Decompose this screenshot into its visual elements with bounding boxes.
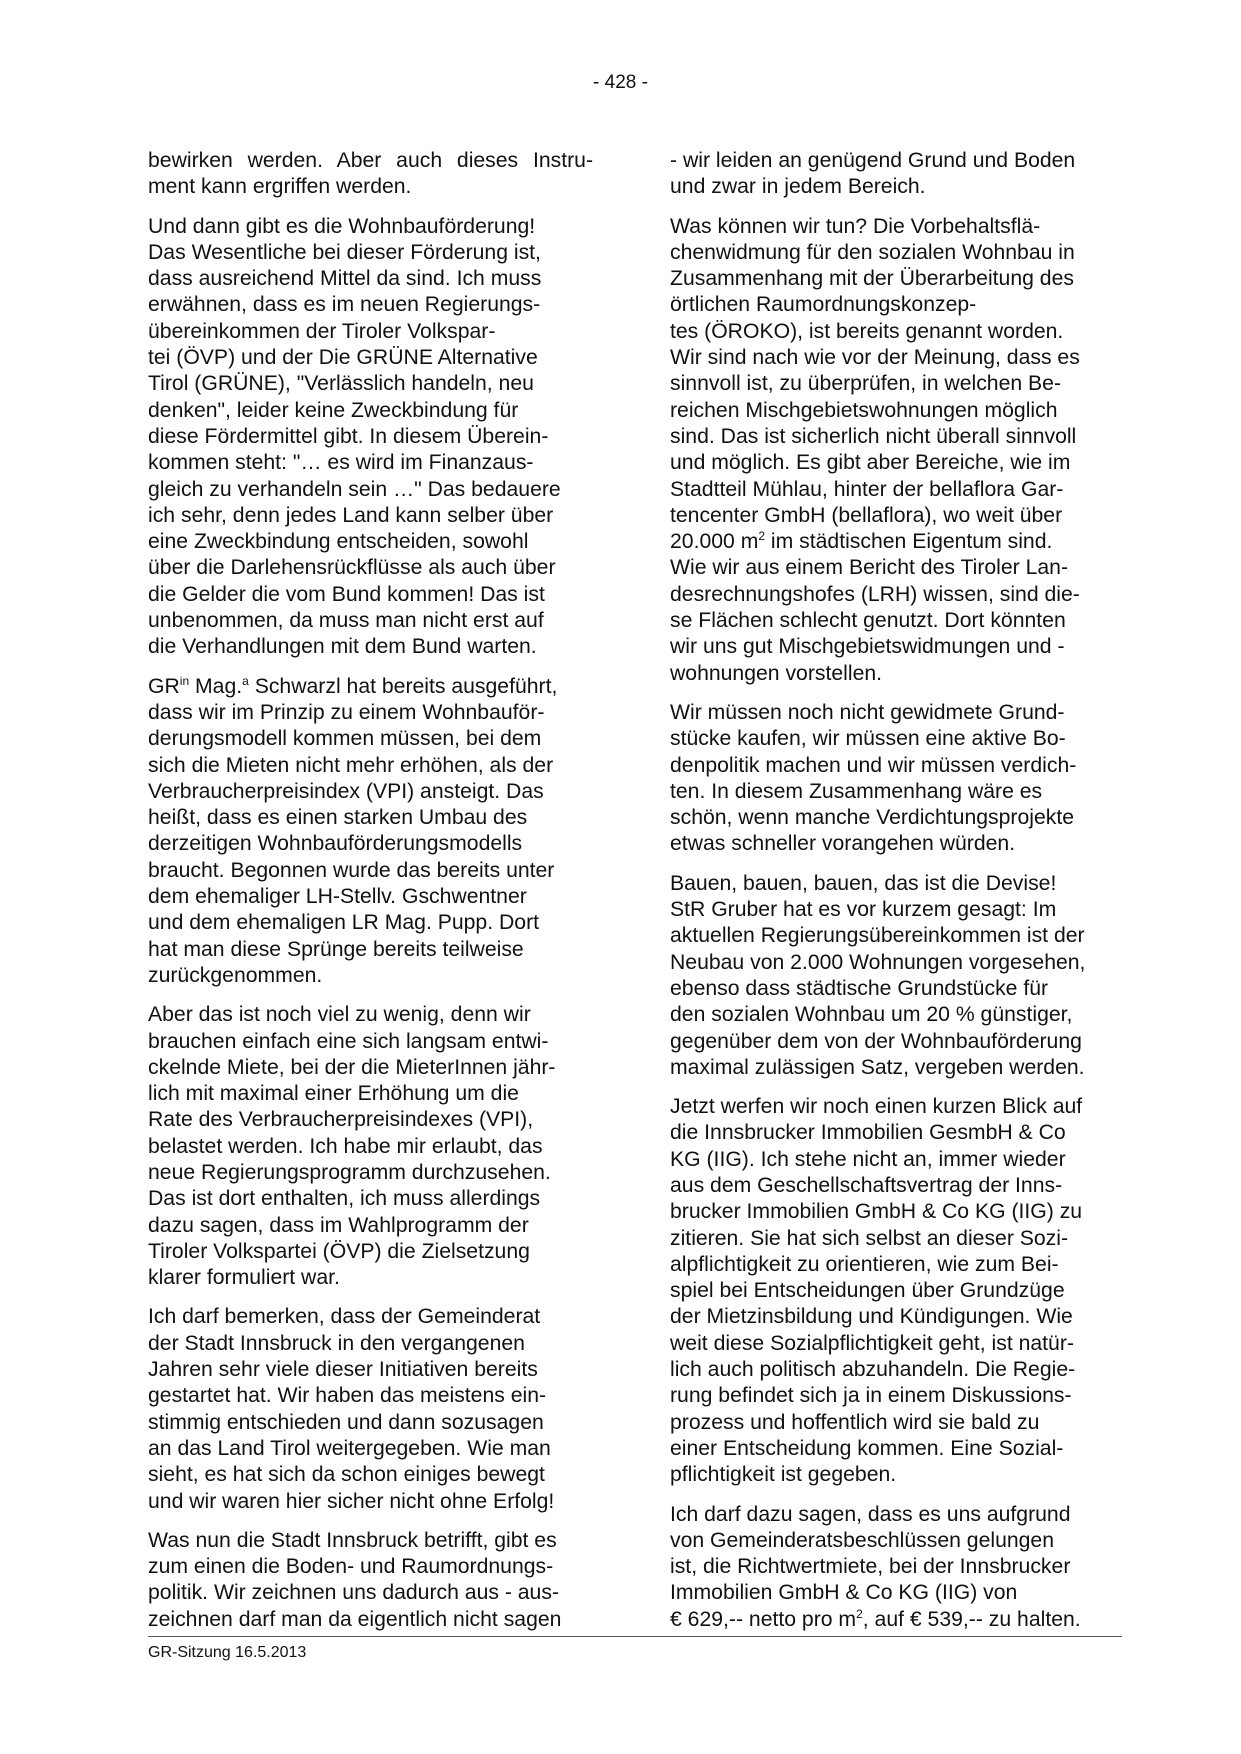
text-line: politik. Wir zeichnen uns dadurch aus - aus- (148, 1581, 559, 1605)
text-line: eine Zweckbindung entscheiden, sowohl (148, 530, 529, 554)
footer-session-date: GR-Sitzung 16.5.2013 (148, 1644, 307, 1661)
text-line: ckelnde Miete, bei der die MieterInnen jähr- (148, 1055, 556, 1079)
text-line: Neubau von 2.000 Wohnungen vorgesehen, (670, 950, 1086, 974)
text-line (670, 529, 1115, 555)
text-line: Stadtteil Mühlau, hinter der bellaflora Gar- (670, 477, 1064, 501)
text-line: dazu sagen, dass im Wahlprogramm der (148, 1213, 529, 1237)
text-line: zurückgenommen. (148, 963, 323, 987)
text-line: spiel bei Entscheidungen über Grundzüge (670, 1279, 1065, 1303)
text-line: pflichtigkeit ist gegeben. (670, 1463, 897, 1487)
text-line: neue Regierungsprogramm durchzusehen. (148, 1160, 551, 1184)
text-line: Tiroler Volkspartei (ÖVP) die Zielsetzung (148, 1239, 530, 1263)
text-line: brauchen einfach eine sich langsam entwi- (148, 1029, 549, 1053)
text-line: Wir müssen noch nicht gewidmete Grund- (670, 700, 1065, 724)
text-line: örtlichen Raumordnungskonzep- (670, 293, 977, 317)
text-line: hat man diese Sprünge bereits teilweise (148, 937, 524, 961)
text-line: der Mietzinsbildung und Kündigungen. Wie (670, 1305, 1073, 1329)
text-line: Verbraucherpreisindex (VPI) ansteigt. Das (148, 779, 544, 803)
text-line: prozess und hoffentlich wird sie bald zu (670, 1410, 1040, 1434)
text-line: dem ehemaliger LH-Stellv. Gschwentner (148, 885, 527, 909)
text-line: der Stadt Innsbruck in den vergangenen (148, 1331, 525, 1355)
text-line: - wir leiden an genügend Grund und Boden (670, 149, 1076, 172)
text-line: ist, die Richtwertmiete, bei der Innsbrucker (670, 1555, 1071, 1579)
text-line: rung befindet sich ja in einem Diskussions- (670, 1384, 1072, 1408)
superscript: 2 (758, 529, 766, 544)
text-line: unbenommen, da muss man nicht erst auf (148, 609, 544, 633)
text-line: weit diese Sozialpflichtigkeit geht, ist natür- (670, 1331, 1074, 1355)
text-line: diese Fördermittel gibt. In diesem Überein- (148, 424, 549, 448)
footer-divider (148, 1636, 1122, 1637)
text-line: stücke kaufen, wir müssen eine aktive Bo- (670, 727, 1066, 751)
text-line: aktuellen Regierungsübereinkommen ist der (670, 924, 1085, 948)
rent-value: € 629,-- netto pro m (670, 1607, 857, 1631)
text-line: den sozialen Wohnbau um 20 % günstiger, (670, 1003, 1073, 1027)
text-line: derungsmodell kommen müssen, bei dem (148, 727, 542, 751)
text-line: tencenter GmbH (bellaflora), wo weit über (670, 503, 1063, 527)
text-line: Und dann gibt es die Wohnbauförderung! (148, 214, 536, 238)
text-line: gestartet hat. Wir haben das meistens ein- (148, 1384, 547, 1408)
text-line (148, 674, 593, 700)
title-mag: Mag. (189, 674, 243, 698)
text-line: Bauen, bauen, bauen, das ist die Devise! (670, 871, 1057, 895)
text-line: braucht. Begonnen wurde das bereits unter (148, 858, 555, 882)
text-line: stimmig entschieden und dann sozusagen (148, 1410, 544, 1434)
text-line: alpflichtigkeit zu orientieren, wie zum Bei- (670, 1252, 1059, 1276)
paragraph (670, 1094, 1115, 1488)
text-line: Ich darf bemerken, dass der Gemeinderat (148, 1305, 541, 1329)
text-line: und möglich. Es gibt aber Bereiche, wie im (670, 451, 1071, 475)
text-line: sind. Das ist sicherlich nicht überall sinnvoll (670, 424, 1077, 448)
title-gr: GR (148, 674, 180, 698)
text-line: lich auch politisch abzuhandeln. Die Regie- (670, 1358, 1076, 1382)
text-line: lich mit maximal einer Erhöhung um die (148, 1082, 519, 1106)
text-line: Jahren sehr viele dieser Initiativen bereits (148, 1358, 538, 1382)
text-line: StR Gruber hat es vor kurzem gesagt: Im (670, 898, 1057, 922)
text-line: sich die Mieten nicht mehr erhöhen, als der (148, 753, 554, 777)
text-line: ten. In diesem Zusammenhang wäre es (670, 779, 1043, 803)
text-line: belastet werden. Ich habe mir erlaubt, das (148, 1134, 543, 1158)
text-line: ebenso dass städtische Grundstücke für (670, 976, 1049, 1000)
text-line: klarer formuliert war. (148, 1266, 340, 1290)
paragraph (148, 1528, 593, 1633)
text-line: denken", leider keine Zweckbindung für (148, 398, 519, 422)
text-line: Wir sind nach wie vor der Meinung, dass es (670, 346, 1080, 370)
paragraph (670, 148, 1115, 201)
text-line: übereinkommen der Tiroler Volkspar- (148, 319, 496, 343)
text-line: etwas schneller vorangehen würden. (670, 832, 1016, 856)
text-line: Jetzt werfen wir noch einen kurzen Blick auf (670, 1095, 1083, 1119)
text-line: wir uns gut Mischgebietswidmungen und - (670, 635, 1065, 659)
line-rest: Schwarzl hat bereits ausgeführt, (248, 674, 558, 698)
text-line: zeichnen darf man da eigentlich nicht sagen (148, 1607, 562, 1631)
superscript: 2 (856, 1606, 863, 1621)
text-line: Immobilien GmbH & Co KG (IIG) von (670, 1581, 1018, 1605)
paragraph (670, 700, 1115, 858)
text-line: KG (IIG). Ich stehe nicht an, immer wieder (670, 1147, 1066, 1171)
text-line: Zusammenhang mit der Überarbeitung des (670, 267, 1074, 291)
text-line: die Innsbrucker Immobilien GesmbH & Co (670, 1121, 1066, 1145)
line-rest: , auf € 539,-- zu halten. (862, 1607, 1081, 1631)
paragraph (148, 674, 593, 990)
text-line: und wir waren hier sicher nicht ohne Erfolg! (148, 1489, 555, 1513)
text-line: Tirol (GRÜNE), "Verlässlich handeln, neu (148, 372, 534, 396)
text-line: an das Land Tirol weitergegeben. Wie man (148, 1436, 551, 1460)
text-line: maximal zulässigen Satz, vergeben werden. (670, 1055, 1085, 1079)
text-line: Das Wesentliche bei dieser Förderung ist, (148, 240, 541, 264)
paragraph (148, 1304, 593, 1514)
paragraph (670, 1502, 1115, 1633)
paragraph (148, 148, 593, 201)
text-line: von Gemeinderatsbeschlüssen gelungen (670, 1528, 1054, 1552)
paragraph (148, 214, 593, 661)
paragraph (670, 214, 1115, 687)
text-line: desrechnungshofes (LRH) wissen, sind die- (670, 582, 1080, 606)
text-line: sieht, es hat sich da schon einiges bewegt (148, 1463, 545, 1487)
right-column (670, 148, 1115, 1646)
text-line: sinnvoll ist, zu überprüfen, in welchen Be- (670, 372, 1061, 396)
text-line: erwähnen, dass es im neuen Regierungs- (148, 293, 541, 317)
text-line: wohnungen vorstellen. (670, 661, 883, 685)
text-line: Was nun die Stadt Innsbruck betrifft, gibt es (148, 1528, 557, 1552)
text-line: zitieren. Sie hat sich selbst an dieser Sozi- (670, 1226, 1069, 1250)
text-line: und zwar in jedem Bereich. (670, 175, 926, 199)
text-line: dass ausreichend Mittel da sind. Ich muss (148, 267, 542, 291)
text-line: einer Entscheidung kommen. Eine Sozial- (670, 1436, 1064, 1460)
paragraph (670, 871, 1115, 1081)
text-line: ich sehr, denn jedes Land kann selber über (148, 503, 554, 527)
text-line: tei (ÖVP) und der Die GRÜNE Alternative (148, 346, 538, 370)
text-line: über die Darlehensrückflüsse als auch über (148, 556, 556, 580)
left-column (148, 148, 593, 1646)
text-line: und dem ehemaligen LR Mag. Pupp. Dort (148, 911, 540, 935)
text-line: Wie wir aus einem Bericht des Tiroler Lan- (670, 556, 1068, 580)
line-rest: im städtischen Eigentum sind. (765, 530, 1053, 554)
text-line: schön, wenn manche Verdichtungsprojekte (670, 806, 1074, 830)
text-line: kommen steht: "… es wird im Finanzaus- (148, 451, 534, 475)
text-line: zum einen die Boden- und Raumordnungs- (148, 1555, 554, 1579)
text-line: gegenüber dem von der Wohnbauförderung (670, 1029, 1082, 1053)
text-line: reichen Mischgebietswohnungen möglich (670, 398, 1058, 422)
text-line: aus dem Geschellschaftsvertrag der Inns- (670, 1173, 1063, 1197)
superscript: a (242, 673, 249, 688)
text-line: ment kann ergriffen werden. (148, 175, 412, 199)
text-line: chenwidmung für den sozialen Wohnbau in (670, 240, 1075, 264)
page-number: - 428 - (593, 72, 648, 93)
text-line: die Gelder die vom Bund kommen! Das ist (148, 582, 545, 606)
text-line: gleich zu verhandeln sein …" Das bedauere (148, 477, 561, 501)
text-line: Das ist dort enthalten, ich muss allerdings (148, 1187, 541, 1211)
text-line: derzeitigen Wohnbauförderungsmodells (148, 832, 523, 856)
text-line: brucker Immobilien GmbH & Co KG (IIG) zu (670, 1200, 1083, 1224)
text-line (670, 1607, 1115, 1633)
text-line: Ich darf dazu sagen, dass es uns aufgrund (670, 1502, 1071, 1526)
text-line: denpolitik machen und wir müssen verdich- (670, 753, 1077, 777)
text-line: Was können wir tun? Die Vorbehaltsflä- (670, 214, 1041, 238)
text-line: tes (ÖROKO), ist bereits genannt worden. (670, 319, 1064, 343)
text-line: heißt, dass es einen starken Umbau des (148, 806, 528, 830)
text-line: dass wir im Prinzip zu einem Wohnbauför- (148, 700, 545, 724)
text-line: die Verhandlungen mit dem Bund warten. (148, 635, 537, 659)
superscript: in (179, 673, 190, 688)
text-line: Aber das ist noch viel zu wenig, denn wir (148, 1003, 531, 1027)
text-line: bewirken werden. Aber auch dieses Instru- (148, 149, 593, 172)
text-line: se Flächen schlecht genutzt. Dort könnten (670, 609, 1066, 633)
paragraph (148, 1002, 593, 1291)
text-line: Rate des Verbraucherpreisindexes (VPI), (148, 1108, 534, 1132)
area-value: 20.000 m (670, 530, 759, 554)
